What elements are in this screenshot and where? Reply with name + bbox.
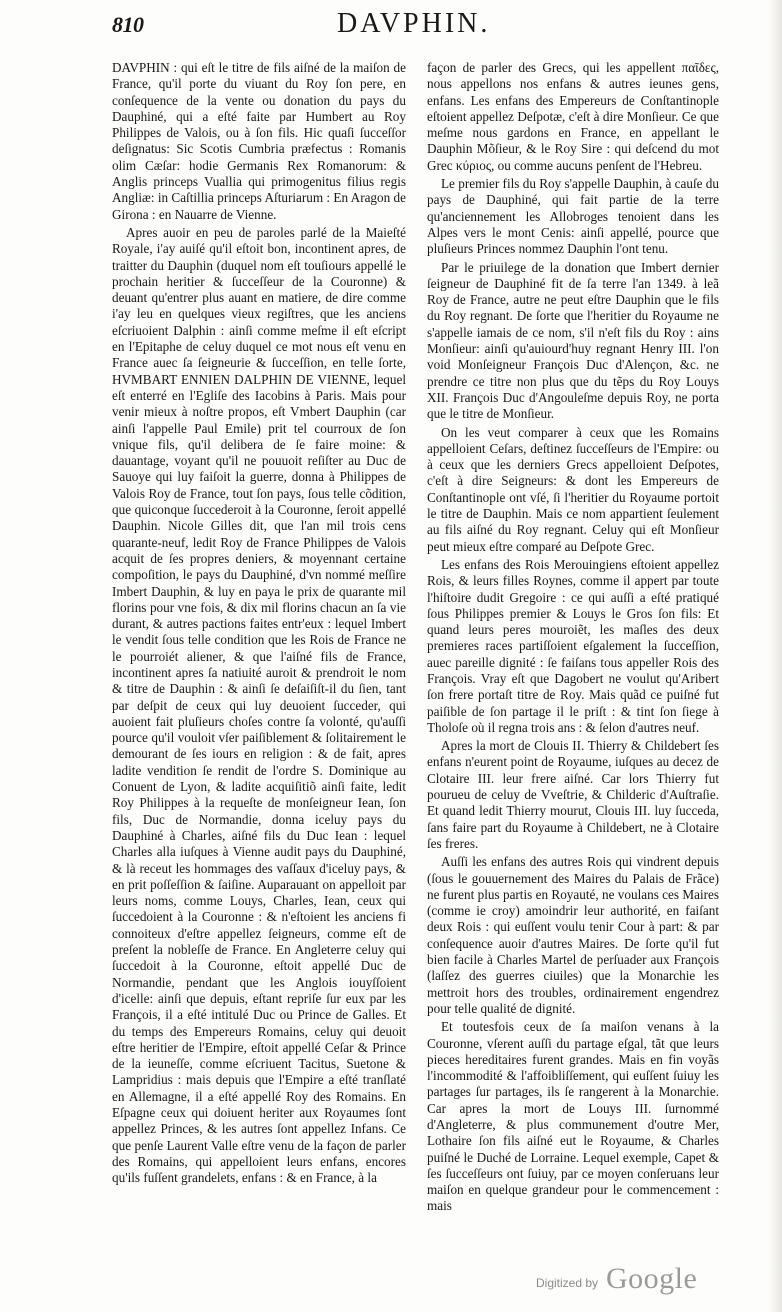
right-column (427, 60, 719, 1217)
paragraph: façon de parler des Grecs, qui les appellent παῖδες, nous appellons nos enfans & autres ieunes gens, enfans. Les enfans des Empereurs de Conſtantinople eſtoient appellez Deſpotæ, c'eſt à dire Monſieur. Ce que meſme nous gardons en France, en appellant le Dauphin Mõſieur, & le Roy Sire : qui deſcend du mot Grec κύριος, ou comme aucuns penſent de l'Hebreu. (427, 60, 719, 173)
paragraph: Les enfans des Rois Merouingiens eſtoient appellez Rois, & leurs filles Roynes, comme il appert par toute l'hiſtoire dudit Gregoire : ce qui auſſi a eſté pratiqué ſous Philippes premier & Louys le Gros ſon fils: Et quand leurs peres mouroiẽt, les maſles des deux premieres races partiſſoient eſgalement la ſucceſſion, auec pareille dignité : ſe faiſans tous appeller Rois des François. Vray eſt que Dagobert ne voulut qu'Aribert ſon frere portaſt titre de Roy. Mais quãd ce puiſné fut paiſible de ſon partage il le priſt : & tint ſon ſiege à Tholoſe où il regna trois ans : & ſelon d'autres neuf. (427, 556, 719, 735)
paragraph: Apres la mort de Clouis II. Thierry & Childebert ſes enfans n'eurent point de Royaume, iuſques au decez de Clotaire III. leur frere aiſné. Car lors Thierry fut pourueu de celuy de Vveſtrie, & Childeric d'Auſtraſie. Et quand ledit Thierry mourut, Clouis III. luy ſucceda, ſans faire part du Royaume à Childebert, ne à Clotaire ſes freres. (427, 738, 719, 851)
paragraph: Auſſi les enfans des autres Rois qui vindrent depuis (ſous le gouuernement des Maires du Palais de Frãce) ne furent plus partis en Royauté, ne voulans ces Maires (comme ie croy) amoindrir leur authorité, en faiſant deux Rois : qui euſſent voulu tenir Cour à part: & par conſequence auoir d'autres Maires. De ſorte qu'il fut bien facile à Charles Martel de perſuader aux François (laſſez des guerres ciuiles) que la Monarchie les mettroit hors des troubles, ordinairement engendrez pour telle qualité de dignité. (427, 854, 719, 1016)
paragraph: On les veut comparer à ceux que les Romains appelloient Ceſars, deſtinez ſucceſſeurs de l'Empire: ou à ceux que les derniers Grecs appelloient Deſpotes, c'eſt à dire Seigneurs: & dont les Empereurs de Conſtantinople ont vſé, ſi l'heritier du Royaume portoit le titre de Dauphin. Mais ce nom appartient ſeulement au fils aiſné du Roy regnant. Celuy qui eſt Monſieur peut mieux eſtre comparé au Deſpote Grec. (427, 424, 719, 554)
paragraph: Le premier fils du Roy s'appelle Dauphin, à cauſe du pays de Dauphiné, qui fait partie de la terre qu'anciennement les Allobroges tenoient dans les Alpes vers le mont Cenis: ainſi appellé, pource que pluſieurs Princes nommez Dauphin l'ont tenu. (427, 176, 719, 257)
paragraph: Et toutesfois ceux de ſa maiſon venans à la Couronne, vſerent auſſi du partage eſgal, tãt que leurs pieces hereditaires furent grandes. Mais en fin voyãs l'incommodité & l'affoibliſſement, qui euſſent ſuiuy les partages ſur partages, ils ſe rangerent à la Monarchie. Car apres la mort de Louys III. ſurnommé d'Angleterre, & plus communement d'outre Mer, Lothaire ſon fils aiſné eut le Royaume, & Charles puiſné le Duché de Lorraine. Lequel exemple, Capet & ſes ſucceſſeurs ont ſuiuy, par ce moyen conſeruans leur maiſon en quelque grandeur pour le commencement : mais (427, 1019, 719, 1214)
paragraph: Par le priuilege de la donation que Imbert dernier ſeigneur de Dauphiné fit de ſa terre l'an 1349. à leã Roy de France, autre ne peut eſtre Dauphin que le fils du Roy regnant. De ſorte que l'heritier du Royaume ne s'appelle iamais de ce nom, s'il n'eſt fils du Roy : ains Monſieur: ainſi qu'auiourd'huy regnant Henry III. l'on void Monſeigneur François Duc d'Alençon, &c. ne prendre ce titre non plus que du tẽps du Roy Louys XII. François Duc d'Angouleſme depuis Roy, ne porta que le titre de Monſieur. (427, 259, 719, 422)
paragraph: DAVPHIN : qui eſt le titre de fils aiſné de la maiſon de France, qu'il porte du viuant du Roy ſon pere, en conſequence de la vente ou donation du pays du Dauphiné, qui a eſté faite par Humbert au Roy Philippes de Valois, ou à ſon fils. Hic quaſi ſucceſſor deſignatus: Sic Scotis Cumbria præfectus : Romanis olim Cæſar: hodie Germanis Rex Romanorum: & Anglis princeps Vuallia qui primogenitus filius regis Angliæ: in Caſtillia princeps Aſturiarum : En Aragon de Girona : en Nauarre de Vienne. (112, 60, 406, 222)
google-logo: Google (606, 1262, 698, 1295)
digitized-by-text: Digitized by (536, 1276, 599, 1290)
digitized-watermark (536, 1262, 716, 1298)
page-edge-shadow (768, 0, 782, 1312)
left-column (112, 60, 406, 1188)
running-head: DAVPHIN. (337, 8, 491, 39)
page-number: 810 (112, 12, 144, 37)
paragraph: Apres auoir en peu de paroles parlé de la Maieſté Royale, i'ay auiſé qu'il eſtoit bon, incontinent apres, de traitter du Dauphin (duquel nom eſt touſiours appellé le prochain heritier & ſucceſſeur de la Couronne) & deuant qu'entrer plus auant en matiere, de dire comme i'ay leu en quelques vieux regiſtres, que les anciens eſcriuoient Dalphin : ainſi comme meſme il eſt eſcript en l'Epitaphe de celuy duquel ce mot nous eſt venu en France auec ſa ſeigneurie & ſucceſſion, en telle ſorte, HVMBART ENNIEN DALPHIN DE VIENNE, lequel eſt enterré en l'Egliſe des Iacobins à Paris. Mais pour venir mieux à noſtre propos, eſt Vmbert Dauphin (car ainſi l'appelle Paul Emile) prit tel courroux de ſon vnique fils, qu'il delibera de ſe faire moine: & dauantage, voyant qu'il ne pouuoit reſiſter au Duc de Sauoye qui luy faiſoit la guerre, donna à Philippes de Valois Roy de France, tout ſon pays, ſous telle cõdition, que quiconque ſuccederoit à la Couronne, ſeroit appellé Dauphin. Nicole Gilles dit, que l'an mil trois cens quarante-neuf, ledit Roy de France Philippes de Valois acquit de ſes propres deniers, & moyennant certaine compoſition, le pays du Dauphiné, d'vn nommé meſſire Imbert Dauphin, & luy en paya le prix de quarante mil florins pour vne fois, & dix mil florins chacun an ſa vie durant, & autres pactions faites entr'eux : lequel Imbert le vendit ſous telle condition que les Rois de France ne le pourroiét aliener, & que l'aiſné fils de France, incontinent apres ſa natiuité auroit & prendroit le nom & titre de Dauphin : & ainſi ſe deſaiſiſt-il du ſien, tant par deſpit de ceux qui luy deuoient ſucceder, qui auoient fait pluſieurs choſes contre ſa volonté, qu'auſſi pource qu'il vouloit vſer paiſiblement & ſolitairement le demourant de ſes iours en religion : & de fait, apres ladite vendition ſe rendit de l'ordre S. Dominique au Conuent de Lyon, & ladite acquiſitiõ ainſi faite, ledit Roy Philippes à la requeſte de monſeigneur Iean, ſon fils, Duc de Normandie, donna iceluy pays du Dauphiné à Charles, aiſné fils du Duc Iean : lequel Charles alla iuſques à Vienne audit pays du Dauphiné, & là receut les hommages des vaſſaux d'iceluy pays, & en prit poſſeſſion & ſaiſine. Auparauant on appelloit par leurs noms, comme Louys, Charles, Iean, ceux qui ſuccedoient à la Couronne : & n'eſtoient les anciens fi connoiteux d'eſtre appellez ſeigneurs, comme eſt de preſent la nobleſſe de France. En Angleterre celuy qui ſuccedoit à la Couronne, eſtoit appellé Duc de Normandie, pendant que les Anglois iouyſſoient d'icelle: ainſi que depuis, eſtant repriſe ſur eux par les François, il a eſté intitulé Duc ou Prince de Galles. Et du temps des Empereurs Romains, celuy qui deuoit eſtre heritier de l'Empire, eſtoit appellé Ceſar & Prince de la ieuneſſe, comme eſcriuent Tacitus, Suetone & Lampridius : mais depuis que l'Empire a eſté tranſlaté en Allemagne, il a eſté appellé Roy des Romains. En Eſpagne ceux qui doiuent heriter aux Royaumes ſont appellez Princes, & les autres ſont appellez Infans. Ce que penſe Laurent Valle eſtre venu de la façon de parler des Romains, qui appelloient leurs enfans, encores qu'ils fuſſent grandelets, enfans : & en France, à la (112, 224, 406, 1186)
page-header (112, 8, 702, 44)
